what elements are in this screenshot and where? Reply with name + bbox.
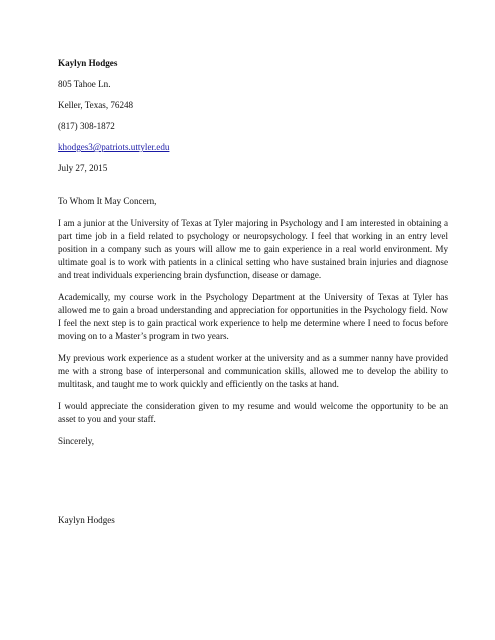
body-paragraph-3: My previous work experience as a student worker at the university and as a summer nanny have provided me with a strong base of interpersonal and communication skills, allowed me to develop the ability to multitask, and taught me to work quickly and efficiently on the tasks at hand. [58,353,448,389]
cover-letter [58,57,448,527]
signature-name: Kaylyn Hodges [58,515,115,525]
body-paragraph-1: I am a junior at the University of Texas at Tyler majoring in Psychology and I am interested in obtaining a part time job in a field related to psychology or neuropsychology. I feel that working in an entry level position in a company such as yours will allow me to gain experience in a real world environment. My ultimate goal is to work with patients in a clinical setting who have sustained brain injuries and diagnose and treat individuals experiencing brain dysfunction, disease or damage. [58,218,448,280]
sender-name: Kaylyn Hodges [58,58,118,68]
salutation: To Whom It May Concern, [58,196,157,206]
closing: Sincerely, [58,436,95,446]
sender-city: Keller, Texas, 76248 [58,100,134,110]
sender-phone: (817) 308-1872 [58,121,115,131]
body-paragraph-4: I would appreciate the consideration given to my resume and would welcome the opportunity to be an asset to you and your staff. [58,401,448,424]
body-paragraph-2: Academically, my course work in the Psychology Department at the University of Texas at Tyler has allowed me to gain a broad understanding and appreciation for opportunities in the Psychology field. Now I feel the next step is to gain practical work experience to help me determine where I need to focus before moving on to a Master’s program in two years. [58,292,448,341]
letter-date: July 27, 2015 [58,163,108,173]
sender-email-link[interactable]: khodges3@patriots.uttyler.edu [58,142,170,152]
sender-street: 805 Tahoe Ln. [58,79,111,89]
